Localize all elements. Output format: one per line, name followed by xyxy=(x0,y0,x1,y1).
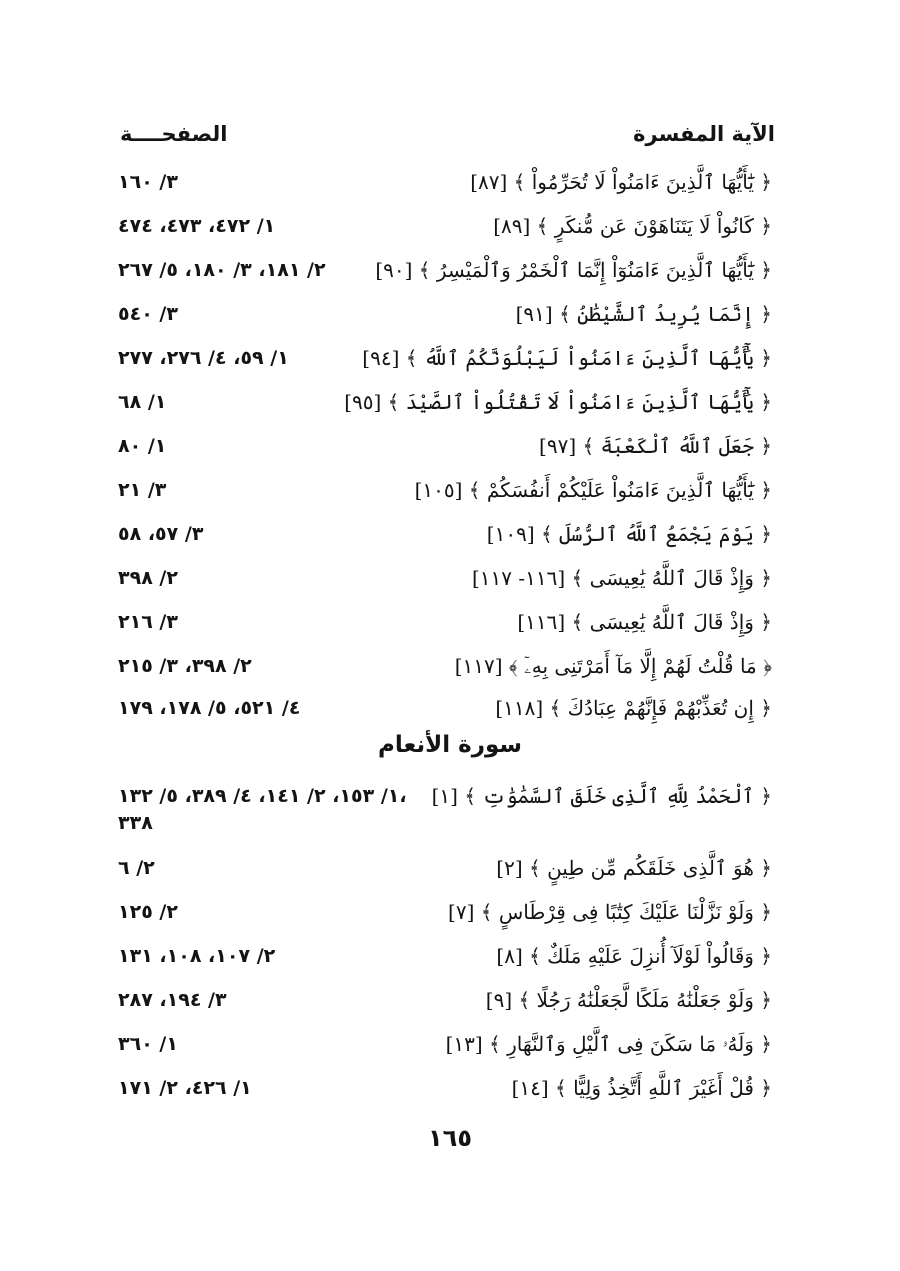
table-row xyxy=(0,848,900,888)
page-refs: ٣/ ٥٤٠ xyxy=(118,303,178,325)
verse-text: ﴿ مَا قُلْتُ لَهُمْ إِلَّا مَآ أَمَرْتَنِى بِهِۦٓ ﴾ [١١٧] xyxy=(454,654,772,678)
verse-text: ﴿ هُوَ ٱلَّذِى خَلَقَكُم مِّن طِينٍ ﴾ [٢] xyxy=(496,856,772,880)
table-row xyxy=(0,1068,900,1108)
table-row xyxy=(0,776,900,816)
page-column-header: الصفحــــة xyxy=(120,122,228,146)
page-refs: ٣/ ١٦٠ xyxy=(118,171,178,193)
page-refs: ٣/ ٢١٦ xyxy=(118,611,178,633)
page-refs: ١/ ٥٩، ٤/ ٢٧٦، ٢٧٧ xyxy=(118,347,289,369)
verse-text: ﴿ وَلَوْ نَزَّلْنَا عَلَيْكَ كِتَٰبًا فِى قِرْطَاسٍ ﴾ [٧] xyxy=(448,900,772,924)
page-refs: ٤/ ٥٢١، ٥/ ١٧٨، ١٧٩ xyxy=(118,697,301,719)
verse-text: ﴿ وَإِذْ قَالَ ٱللَّهُ يَٰعِيسَى ﴾ [١١٦] xyxy=(517,610,772,634)
page-refs: ٣/ ٥٧، ٥٨ xyxy=(118,523,204,545)
verse-text: ﴿ يَٰٓأَيُّهَا ٱلَّذِينَ ءَامَنُواْ لَيَبْلُوَنَّكُمُ ٱللَّهُ ﴾ [٩٤] xyxy=(362,346,772,370)
verse-column-header: الآية المفسرة xyxy=(633,122,775,146)
table-row xyxy=(0,162,900,202)
page-refs: ٢/ ١٢٥ xyxy=(118,901,178,923)
table-row xyxy=(0,936,900,976)
page-refs: ٢/ ٣٩٨ xyxy=(118,567,178,589)
verse-text: ﴿ يَٰٓأَيُّهَا ٱلَّذِينَ ءَامَنُواْ لَا تُحَرِّمُواْ ﴾ [٨٧] xyxy=(470,170,772,194)
page-refs: ١/ ٣٦٠ xyxy=(118,1033,178,1055)
table-row xyxy=(0,426,900,466)
table-row xyxy=(0,558,900,598)
verse-text: ﴿ قُلْ أَغَيْرَ ٱللَّهِ أَتَّخِذُ وَلِيًّا ﴾ [١٤] xyxy=(511,1076,772,1100)
table-row xyxy=(0,980,900,1020)
verse-text: ﴿ يَوْمَ يَجْمَعُ ٱللَّهُ ٱلرُّسُلَ ﴾ [١٠٩] xyxy=(486,522,772,546)
table-row xyxy=(0,206,900,246)
page-refs: ١/ ١٥٣، ٢/ ١٤١، ٤/ ٣٨٩، ٥/ ١٣٢، xyxy=(118,785,407,807)
table-row xyxy=(0,382,900,422)
verse-text: ﴿ كَانُواْ لَا يَتَنَاهَوْنَ عَن مُّنكَرٍ ﴾ [٨٩] xyxy=(493,214,772,238)
verse-text: ﴿ وَإِذْ قَالَ ٱللَّهُ يَٰعِيسَى ﴾ [١١٦- ١١٧] xyxy=(471,566,772,590)
verse-text: ﴿ يَٰٓأَيُّهَا ٱلَّذِينَ ءَامَنُوٓاْ إِنَّمَا ٱلْخَمْرُ وَٱلْمَيْسِرُ ﴾ [٩٠] xyxy=(375,258,772,282)
verse-text: ﴿ إِنَّمَا يُرِيدُ ٱلشَّيْطَٰنُ ﴾ [٩١] xyxy=(515,302,772,326)
verse-text: ﴿ وَلَوْ جَعَلْنَٰهُ مَلَكًا لَّجَعَلْنَٰهُ رَجُلًا ﴾ [٩] xyxy=(485,988,772,1012)
page-refs: ٢/ ٦ xyxy=(118,857,155,879)
verse-text: ﴿ إِن تُعَذِّبْهُمْ فَإِنَّهُمْ عِبَادُكَ ﴾ [١١٨] xyxy=(495,696,772,720)
surah-heading: سورة الأنعام xyxy=(378,732,522,758)
page-refs: ٣/ ١٩٤، ٢٨٧ xyxy=(118,989,227,1011)
page-refs: ١/ ٤٧٢، ٤٧٣، ٤٧٤ xyxy=(118,215,276,237)
verse-text: ﴿ يَٰٓأَيُّهَا ٱلَّذِينَ ءَامَنُواْ عَلَيْكُمْ أَنفُسَكُمْ ﴾ [١٠٥] xyxy=(414,478,772,502)
table-row xyxy=(0,1024,900,1064)
page-refs: ٢/ ٣٩٨، ٣/ ٢١٥ xyxy=(118,655,252,677)
table-row xyxy=(0,338,900,378)
verse-text: ﴿ ٱلْحَمْدُ لِلَّهِ ٱلَّذِى خَلَقَ ٱلسَّمَٰوَٰتِ ﴾ [١] xyxy=(431,784,772,808)
page-refs: ١/ ٨٠ xyxy=(118,435,167,457)
table-row xyxy=(0,646,900,686)
page-refs: ١/ ٤٢٦، ٢/ ١٧١ xyxy=(118,1077,252,1099)
page-number: ١٦٥ xyxy=(428,1124,472,1152)
verse-text: ﴿ جَعَلَ ٱللَّهُ ٱلْكَعْبَةَ ﴾ [٩٧] xyxy=(539,434,772,458)
page-refs: ٢/ ١٠٧، ١٠٨، ١٣١ xyxy=(118,945,276,967)
verse-text: ﴿ وَلَهُۥ مَا سَكَنَ فِى ٱلَّيْلِ وَٱلنَّهَارِ ﴾ [١٣] xyxy=(445,1032,772,1056)
table-row xyxy=(0,294,900,334)
verse-text: ﴿ وَقَالُواْ لَوْلَآ أُنزِلَ عَلَيْهِ مَلَكٌ ﴾ [٨] xyxy=(496,944,772,968)
table-row xyxy=(0,250,900,290)
page-refs: ٢/ ١٨١، ٣/ ١٨٠، ٥/ ٢٦٧ xyxy=(118,259,326,281)
page-refs: ٣/ ٢١ xyxy=(118,479,167,501)
page-refs-continuation: ٣٣٨ xyxy=(118,812,153,834)
table-row xyxy=(0,602,900,642)
table-row xyxy=(0,470,900,510)
page-refs: ١/ ٦٨ xyxy=(118,391,167,413)
table-row xyxy=(0,688,900,728)
table-row xyxy=(0,892,900,932)
verse-text: ﴿ يَٰٓأَيُّهَا ٱلَّذِينَ ءَامَنُواْ لَا تَقْتُلُواْ ٱلصَّيْدَ ﴾ [٩٥] xyxy=(344,390,772,414)
table-row xyxy=(0,514,900,554)
